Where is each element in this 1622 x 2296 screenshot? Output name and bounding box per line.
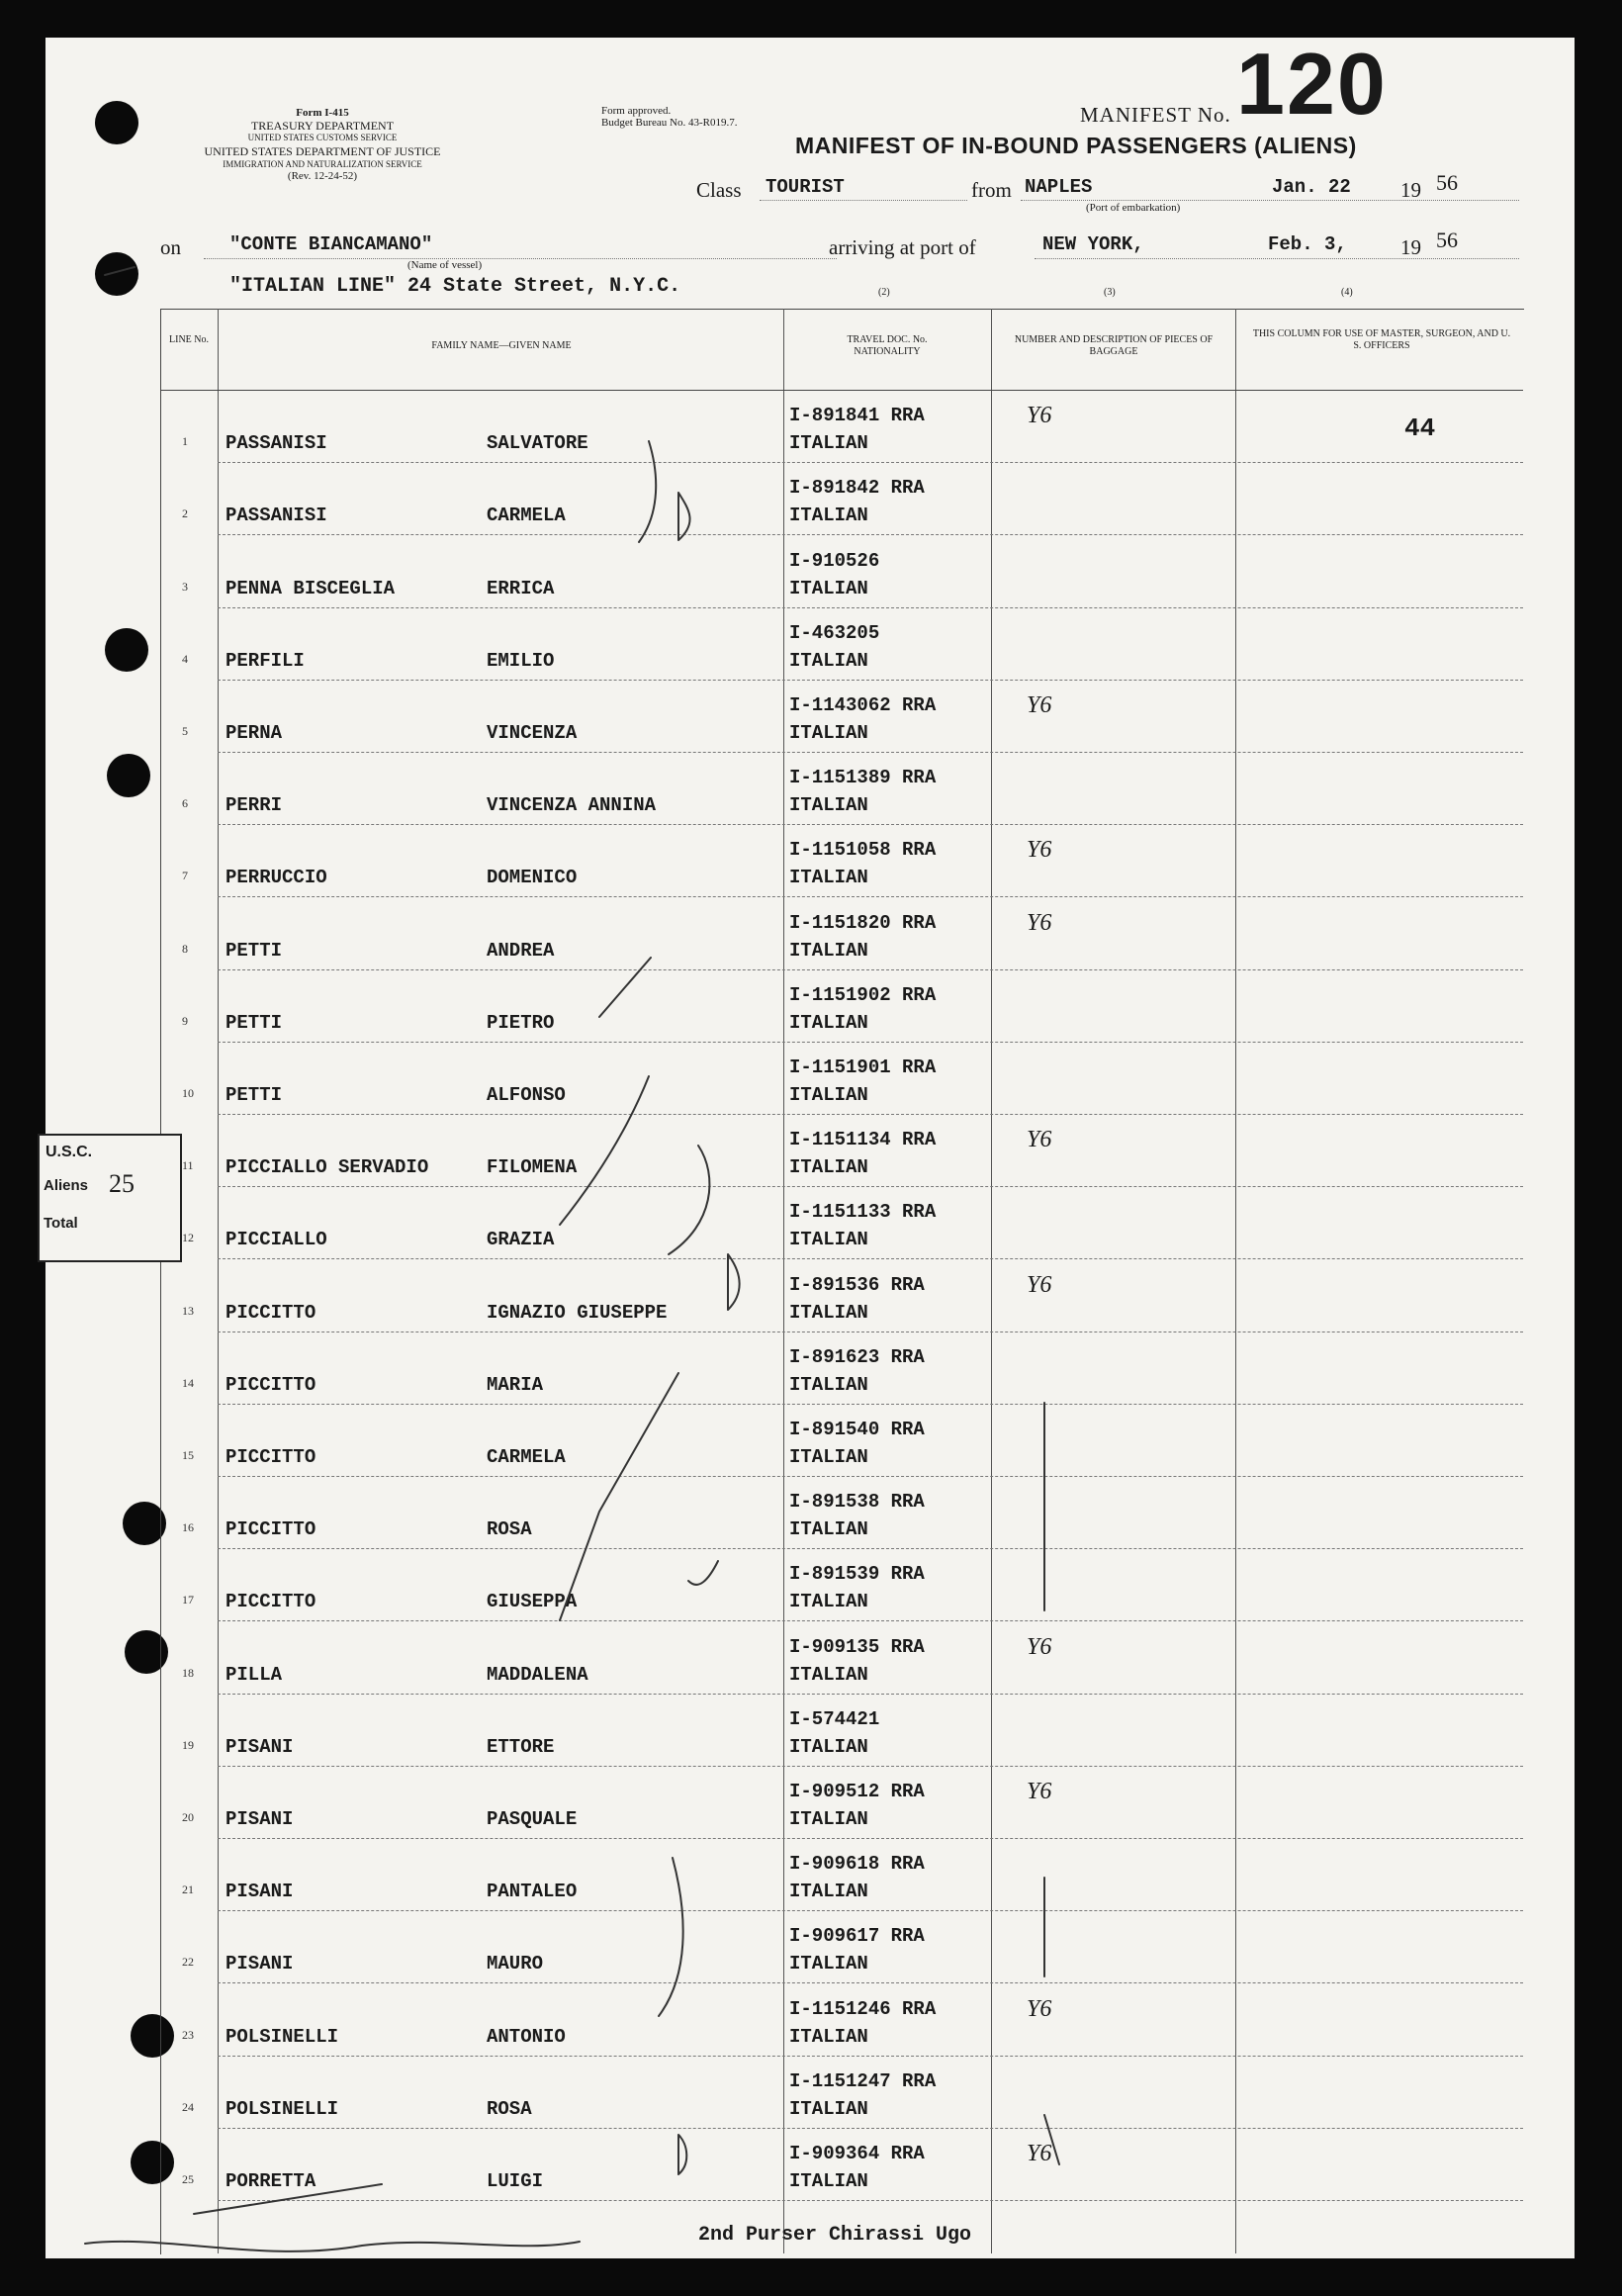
line-number: 9 — [182, 1013, 188, 1028]
baggage-note: Y6 — [1027, 691, 1052, 718]
line-number: 6 — [182, 796, 188, 811]
given-name: ROSA — [487, 2097, 532, 2120]
family-name: PASSANISI — [225, 505, 327, 527]
col-num-3: (3) — [1104, 287, 1116, 298]
travel-doc: I-891540 RRA — [789, 1418, 925, 1440]
travel-doc: I-909364 RRA — [789, 2142, 925, 2164]
nationality: ITALIAN — [789, 1591, 868, 1613]
travel-doc: I-909512 RRA — [789, 1780, 925, 1802]
from-value: NAPLES — [1025, 176, 1093, 198]
travel-doc: I-1151247 RRA — [789, 2069, 937, 2092]
embark-date: Jan. 22 — [1272, 176, 1351, 198]
travel-doc: I-891539 RRA — [789, 1563, 925, 1586]
purser-name: 2nd Purser Chirassi Ugo — [698, 2224, 972, 2247]
nationality: ITALIAN — [789, 1083, 868, 1106]
baggage-note: Y6 — [1027, 1778, 1052, 1804]
line-number: 11 — [182, 1158, 194, 1173]
arrival-date: Feb. 3, — [1268, 233, 1347, 255]
travel-doc: I-891841 RRA — [789, 405, 925, 427]
nationality: ITALIAN — [789, 432, 868, 455]
line-number: 3 — [182, 579, 188, 594]
family-name: PETTI — [225, 1011, 283, 1034]
line-number: 20 — [182, 1809, 194, 1824]
header-line-no: LINE No. — [169, 334, 209, 345]
form-number: Form I-415 — [296, 107, 349, 119]
family-name: POLSINELLI — [225, 2097, 339, 2120]
given-name: FILOMENA — [487, 1156, 578, 1179]
nationality: ITALIAN — [789, 794, 868, 817]
manifest-label: MANIFEST No. — [1080, 103, 1231, 127]
baggage-note: Y6 — [1027, 1127, 1052, 1153]
family-name: PETTI — [225, 939, 283, 962]
nationality: ITALIAN — [789, 2169, 868, 2192]
manifest-number: 120 — [1236, 35, 1388, 133]
given-name: ANDREA — [487, 939, 555, 962]
family-name: PENNA BISCEGLIA — [225, 577, 396, 599]
nationality: ITALIAN — [789, 2097, 868, 2120]
line-number: 24 — [182, 2099, 194, 2114]
given-name: MADDALENA — [487, 1663, 588, 1686]
given-name: GIUSEPPA — [487, 1591, 578, 1613]
line-number: 19 — [182, 1737, 194, 1752]
nationality: ITALIAN — [789, 1663, 868, 1686]
given-name: EMILIO — [487, 649, 555, 672]
line-number: 21 — [182, 1883, 194, 1897]
nationality: ITALIAN — [789, 1156, 868, 1179]
aliens-count: 25 — [109, 1169, 135, 1198]
budget-bureau: Budget Bureau No. 43-R019.7. — [601, 117, 738, 129]
family-name: PICCIALLO SERVADIO — [225, 1156, 429, 1179]
arrival-year: 56 — [1436, 228, 1458, 252]
usc-label: U.S.C. — [45, 1144, 93, 1160]
given-name: MAURO — [487, 1953, 544, 1975]
family-name: PASSANISI — [225, 432, 327, 455]
embark-caption: (Port of embarkation) — [1086, 202, 1181, 214]
travel-doc: I-1151820 RRA — [789, 911, 937, 934]
line-number: 10 — [182, 1085, 194, 1100]
baggage-note: Y6 — [1027, 837, 1052, 864]
travel-doc: I-891538 RRA — [789, 1491, 925, 1514]
family-name: PICCITTO — [225, 1518, 316, 1541]
travel-doc: I-1151058 RRA — [789, 839, 937, 862]
given-name: ERRICA — [487, 577, 555, 599]
family-name: PILLA — [225, 1663, 283, 1686]
ins-service: IMMIGRATION AND NATURALIZATION SERVICE — [223, 159, 422, 169]
travel-doc: I-574421 — [789, 1707, 880, 1730]
travel-doc: I-1151246 RRA — [789, 1997, 937, 2020]
given-name: ETTORE — [487, 1735, 555, 1758]
nationality: ITALIAN — [789, 1445, 868, 1468]
given-name: PASQUALE — [487, 1807, 578, 1830]
embark-year-prefix: 19 — [1400, 178, 1421, 202]
line-number: 7 — [182, 869, 188, 883]
vessel-caption: (Name of vessel) — [407, 259, 483, 271]
given-name: PANTALEO — [487, 1881, 578, 1903]
nationality: ITALIAN — [789, 1229, 868, 1251]
travel-doc: I-1143062 RRA — [789, 693, 937, 716]
line-number: 23 — [182, 2027, 194, 2042]
line-number: 2 — [182, 506, 188, 521]
line-number: 15 — [182, 1447, 194, 1462]
line-number: 14 — [182, 1375, 194, 1390]
family-name: PISANI — [225, 1807, 294, 1830]
aliens-label: Aliens — [44, 1177, 89, 1194]
travel-doc: I-1151389 RRA — [789, 767, 937, 789]
pen-strokes — [85, 267, 1059, 2251]
baggage-note: Y6 — [1027, 1271, 1052, 1298]
travel-doc: I-463205 — [789, 621, 880, 644]
family-name: PISANI — [225, 1735, 294, 1758]
line-number: 25 — [182, 2171, 194, 2186]
nationality: ITALIAN — [789, 1011, 868, 1034]
arrival-year-prefix: 19 — [1400, 235, 1421, 259]
given-name: LUIGI — [487, 2169, 544, 2192]
nationality: ITALIAN — [789, 505, 868, 527]
travel-doc: I-909618 RRA — [789, 1853, 925, 1876]
header-officers: THIS COLUMN FOR USE OF MASTER, SURGEON, AND U. S. OFFICERS — [1252, 328, 1511, 351]
given-name: IGNAZIO GIUSEPPE — [487, 1301, 668, 1324]
on-label: on — [160, 235, 181, 259]
baggage-note: Y6 — [1027, 1995, 1052, 2022]
embark-year: 56 — [1436, 170, 1458, 195]
given-name: CARMELA — [487, 505, 566, 527]
form-revision: (Rev. 12-24-52) — [287, 170, 358, 182]
baggage-note: Y6 — [1027, 2140, 1052, 2166]
family-name: PICCITTO — [225, 1591, 316, 1613]
arriving-label: arriving at port of — [829, 235, 976, 259]
family-name: PICCITTO — [225, 1445, 316, 1468]
given-name: SALVATORE — [487, 432, 588, 455]
travel-doc: I-909135 RRA — [789, 1635, 925, 1658]
total-label: Total — [44, 1215, 78, 1232]
family-name: PICCITTO — [225, 1373, 316, 1396]
class-value: TOURIST — [766, 176, 845, 198]
given-name: ALFONSO — [487, 1083, 566, 1106]
nationality: ITALIAN — [789, 2025, 868, 2048]
col-num-4: (4) — [1341, 287, 1353, 298]
customs-service: UNITED STATES CUSTOMS SERVICE — [247, 133, 398, 142]
nationality: ITALIAN — [789, 1953, 868, 1975]
line-number: 8 — [182, 941, 188, 956]
nationality: ITALIAN — [789, 1735, 868, 1758]
travel-doc: I-1151133 RRA — [789, 1201, 937, 1224]
handwritten-marks — [45, 35, 1575, 2258]
family-name: PERNA — [225, 721, 283, 744]
nationality: ITALIAN — [789, 1518, 868, 1541]
family-name: PERFILI — [225, 649, 305, 672]
nationality: ITALIAN — [789, 577, 868, 599]
family-name: PORRETTA — [225, 2169, 316, 2192]
given-name: VINCENZA — [487, 721, 578, 744]
nationality: ITALIAN — [789, 867, 868, 889]
justice-dept: UNITED STATES DEPARTMENT OF JUSTICE — [204, 144, 441, 158]
line-number: 12 — [182, 1231, 194, 1245]
line-number: 22 — [182, 1955, 194, 1970]
given-name: PIETRO — [487, 1011, 555, 1034]
given-name: GRAZIA — [487, 1229, 555, 1251]
family-name: PERRI — [225, 794, 283, 817]
travel-doc: I-1151902 RRA — [789, 983, 937, 1006]
given-name: CARMELA — [487, 1445, 566, 1468]
manifest-sheet — [44, 35, 1575, 2258]
line-number: 4 — [182, 651, 188, 666]
family-name: PICCITTO — [225, 1301, 316, 1324]
family-name: POLSINELLI — [225, 2025, 339, 2048]
page-title: MANIFEST OF IN-BOUND PASSENGERS (ALIENS) — [795, 133, 1357, 158]
line-number: 16 — [182, 1520, 194, 1535]
given-name: ROSA — [487, 1518, 532, 1541]
family-name: PICCIALLO — [225, 1229, 327, 1251]
header-baggage: NUMBER AND DESCRIPTION OF PIECES OF BAGGAGE — [1014, 334, 1214, 357]
arrival-port: NEW YORK, — [1042, 233, 1144, 255]
travel-doc: I-891623 RRA — [789, 1345, 925, 1368]
from-label: from — [971, 178, 1012, 202]
given-name: MARIA — [487, 1373, 544, 1396]
line-number: 5 — [182, 723, 188, 738]
line-number: 1 — [182, 434, 188, 449]
baggage-note: Y6 — [1027, 403, 1052, 429]
line-number: 17 — [182, 1593, 194, 1607]
line-number: 13 — [182, 1303, 194, 1318]
given-name: DOMENICO — [487, 867, 578, 889]
header-name: FAMILY NAME—GIVEN NAME — [431, 340, 572, 351]
travel-doc: I-891842 RRA — [789, 477, 925, 500]
baggage-note: Y6 — [1027, 1633, 1052, 1660]
nationality: ITALIAN — [789, 1373, 868, 1396]
nationality: ITALIAN — [789, 939, 868, 962]
officer-note: 44 — [1404, 413, 1436, 443]
header-travel-doc: TRAVEL DOC. No. NATIONALITY — [847, 334, 928, 357]
col-num-2: (2) — [878, 287, 890, 298]
nationality: ITALIAN — [789, 649, 868, 672]
line-number: 18 — [182, 1665, 194, 1680]
family-name: PERRUCCIO — [225, 867, 327, 889]
nationality: ITALIAN — [789, 721, 868, 744]
travel-doc: I-1151134 RRA — [789, 1129, 937, 1151]
baggage-note: Y6 — [1027, 909, 1052, 936]
family-name: PETTI — [225, 1083, 283, 1106]
vessel-name: "CONTE BIANCAMANO" — [229, 233, 433, 255]
form-approved: Form approved. — [601, 105, 672, 117]
nationality: ITALIAN — [789, 1881, 868, 1903]
travel-doc: I-909617 RRA — [789, 1925, 925, 1948]
travel-doc: I-891536 RRA — [789, 1273, 925, 1296]
class-label: Class — [696, 178, 742, 202]
given-name: ANTONIO — [487, 2025, 566, 2048]
shipping-line: "ITALIAN LINE" 24 State Street, N.Y.C. — [229, 275, 681, 298]
travel-doc: I-1151901 RRA — [789, 1056, 937, 1078]
given-name: VINCENZA ANNINA — [487, 794, 657, 817]
family-name: PISANI — [225, 1953, 294, 1975]
family-name: PISANI — [225, 1881, 294, 1903]
nationality: ITALIAN — [789, 1807, 868, 1830]
nationality: ITALIAN — [789, 1301, 868, 1324]
travel-doc: I-910526 — [789, 549, 880, 572]
treasury-dept: TREASURY DEPARTMENT — [250, 119, 395, 133]
